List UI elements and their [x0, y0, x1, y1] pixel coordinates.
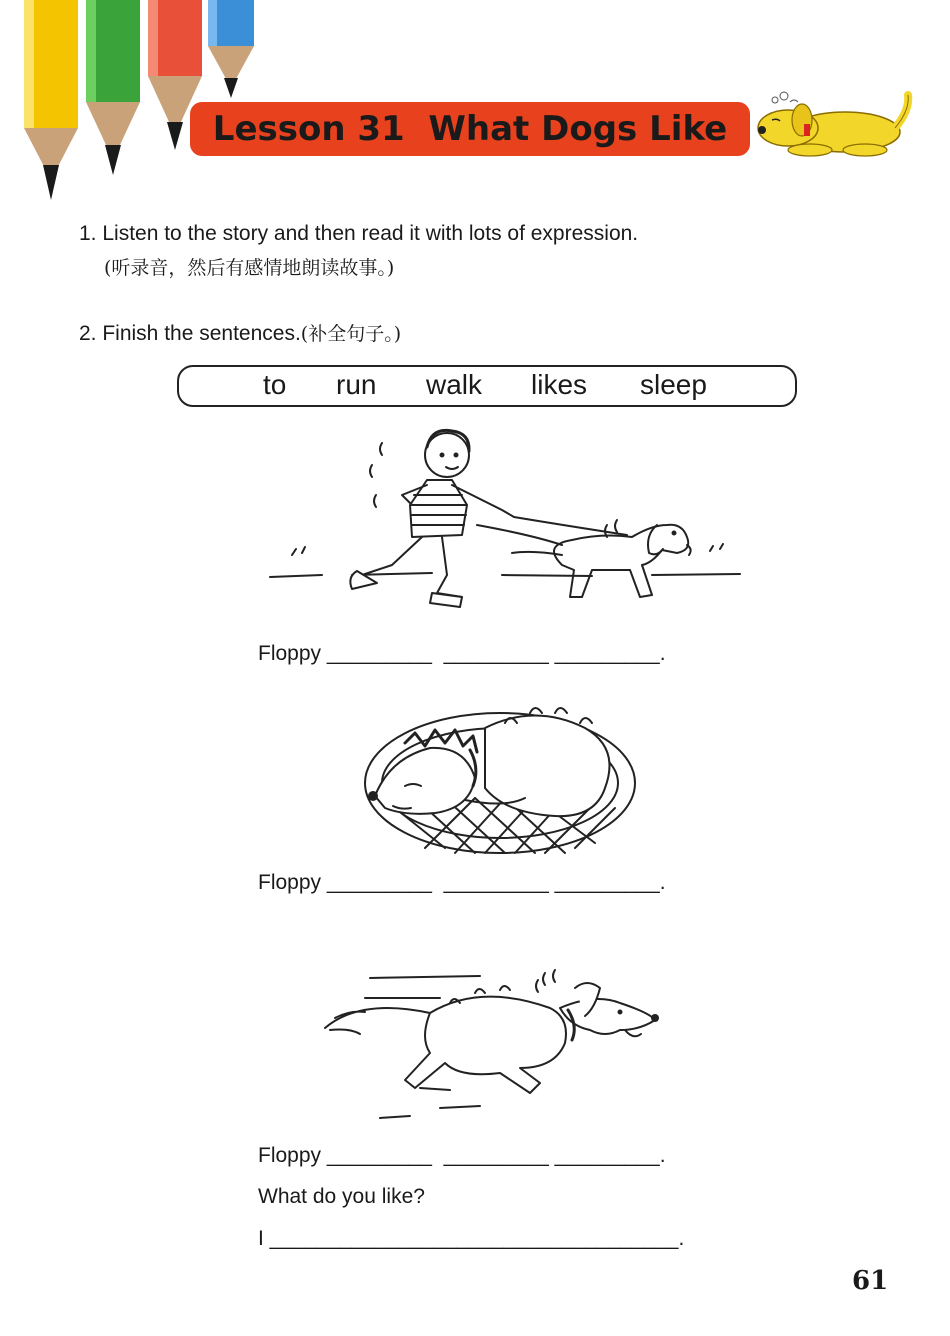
dog-sleeping-in-basket-illustration	[355, 688, 645, 858]
word-bank	[177, 365, 797, 407]
answer-line: I ___________________________________.	[258, 1227, 685, 1250]
boy-walking-dog-illustration	[262, 425, 742, 615]
word-bank-item: to	[263, 369, 287, 400]
word-bank-item: sleep	[640, 369, 707, 400]
question-text: What do you like?	[258, 1185, 425, 1208]
word-bank-item: run	[336, 369, 377, 400]
word-bank-item: walk	[426, 369, 483, 400]
word-bank-item: likes	[531, 369, 588, 400]
exercise-sentence-3: Floppy _________ _________ _________.	[258, 1144, 666, 1167]
instruction-2-text: 2. Finish the sentences.	[79, 322, 301, 345]
instruction-2	[79, 319, 401, 346]
exercise-sentence-1: Floppy _________ _________ _________.	[258, 642, 666, 665]
lesson-title: Lesson 31 What Dogs Like	[212, 109, 728, 149]
yellow-dog-icon	[750, 90, 920, 160]
exercise-sentence-2: Floppy _________ _________ _________.	[258, 871, 666, 894]
instruction-2-translation: (补全句子。)	[300, 323, 402, 345]
page-number: 61	[852, 1266, 889, 1296]
instruction-1-translation: (听录音，然后有感情地朗读故事。)	[104, 257, 395, 279]
lesson-title-banner	[190, 102, 750, 156]
dog-running-illustration	[320, 968, 660, 1123]
instruction-1: 1. Listen to the story and then read it with lots of expression.	[79, 222, 639, 245]
